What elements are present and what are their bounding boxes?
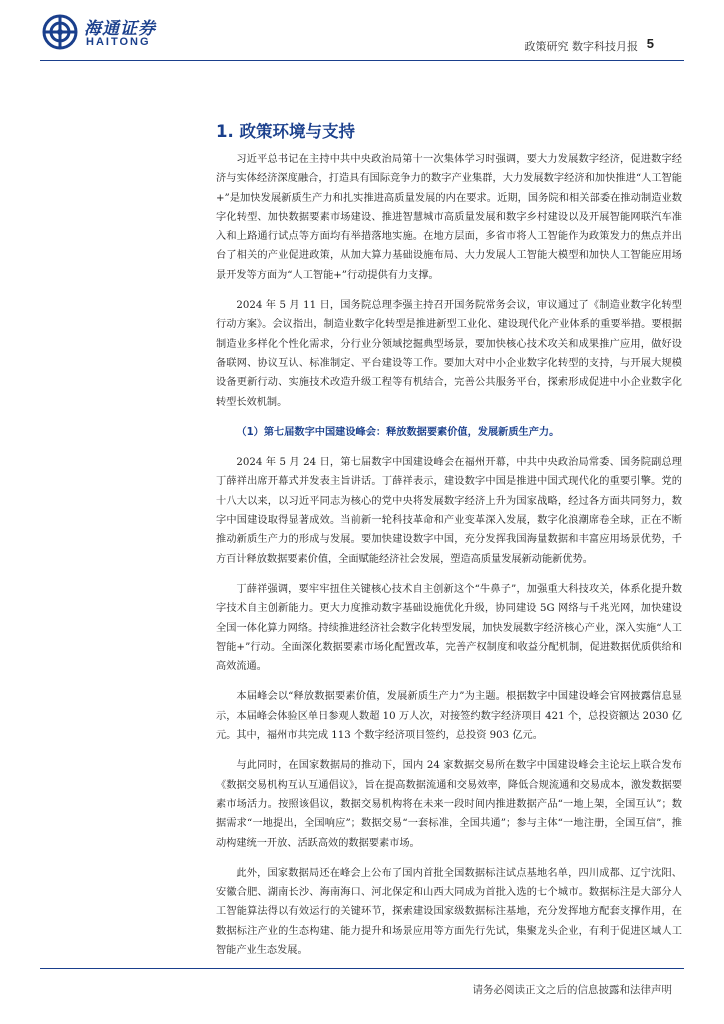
paragraph-5: 本届峰会以“释放数据要素价值，发展新质生产力”为主题。根据数字中国建设峰会官网披露信息显示，本届峰会体验区单日参观人数超 10 万人次，对接签约数字经济项目 421 个，总投资额达 2030 亿元。其中，福州市共完成 113 个数字经济项目签约，总投资 903 亿元。 bbox=[216, 691, 682, 742]
paragraph-6: 与此同时，在国家数据局的推动下，国内 24 家数据交易所在数字中国建设峰会主论坛上联合发布《数据交易机构互认互通倡议》，旨在提高数据流通和交易效率，降低合规流通和交易成本，激发数据要素市场活力。按照该倡议，数据交易机构将在未来一段时间内推进数据产品“一地上架，全国互认”；数据需求“一地提出，全国响应”；数据交易“一套标准，全国共通”；参与主体“一地注册，全国互信”，推动构建统一开放、活跃高效的数据要素市场。 bbox=[216, 760, 682, 849]
paragraph-7: 此外，国家数据局还在峰会上公布了国内首批全国数据标注试点基地名单，四川成都、辽宁沈阳、安徽合肥、湖南长沙、海南海口、河北保定和山西大同成为首批入选的七个城市。数据标注是大部分人工智能算法得以有效运行的关键环节，探索建设国家级数据标注基地，充分发挥地方配套支撑作用，在数据标注产业的生态构建、能力提升和场景应用等方面先行先试，集聚龙头企业，有利于促进区域人工智能产业生态发展。 bbox=[216, 867, 682, 956]
footer-divider bbox=[40, 968, 684, 969]
page-number: 5 bbox=[646, 36, 654, 51]
logo-chinese-name: 海通证券 bbox=[84, 19, 156, 39]
paragraph-2: 2024 年 5 月 11 日，国务院总理李强主持召开国务院常务会议，审议通过了《制造业数字化转型行动方案》。会议指出，制造业数字化转型是推进新型工业化、建设现代化产业体系的重要举措。要根据制造业多样化个性化需求，分行业分领域挖掘典型场景，要加快核心技术攻关和成果推广应用，做好设备联网、协议互认、标准制定、平台建设等工作。要加大对中小企业数字化转型的支持，与开展大规模设备更新行动、实施技术改造升级工程等有机结合，完善公共服务平台，探索形成促进中小企业数字化转型长效机制。 bbox=[216, 300, 682, 408]
haitong-logo-icon bbox=[42, 14, 78, 50]
subheading: （1）第七届数字中国建设峰会：释放数据要素价值，发展新质生产力。 bbox=[236, 426, 560, 438]
header-divider bbox=[40, 60, 684, 61]
page-header bbox=[0, 0, 724, 70]
haitong-logo bbox=[42, 14, 202, 54]
paragraph-3: 2024 年 5 月 24 日，第七届数字中国建设峰会在福州开幕，中共中央政治局常委、国务院副总理丁薛祥出席开幕式并发表主旨讲话。丁薛祥表示，建设数字中国是推进中国式现代化的重要引擎。党的十八大以来，以习近平同志为核心的党中央将发展数字经济上升为国家战略，经过各方面共同努力，数字中国建设取得显著成效。当前新一轮科技革命和产业变革深入发展，数字化浪潮席卷全球，正在不断推动新质生产力的形成与发展。要加快建设数字中国，充分发挥我国海量数据和丰富应用场景优势，千方百计释放数据要素价值，全面赋能经济社会发展，塑造高质量发展新动能新优势。 bbox=[216, 457, 682, 565]
paragraph-1: 习近平总书记在主持中共中央政治局第十一次集体学习时强调，要大力发展数字经济，促进数字经济与实体经济深度融合，打造具有国际竞争力的数字产业集群，大力发展数字经济和加快推进“人工智能+”是加快发展新质生产力和扎实推进高质量发展的内在要求。近期，国务院和相关部委在推动制造业数字化转型、加快数据要素市场建设、推进智慧城市高质量发展和数字乡村建设以及开展智能网联汽车准入和上路通行试点等方面均有举措落地实施。在地方层面，多省市将人工智能作为政策发力的焦点并出台了相关的产业促进政策，从加大算力基础设施布局、大力发展人工智能大模型和加快人工智能应用场景开发等方面为“人工智能+”行动提供有力支撑。 bbox=[216, 154, 682, 281]
logo-english-name: HAITONG bbox=[86, 36, 151, 48]
footer-disclaimer: 请务必阅读正文之后的信息披露和法律声明 bbox=[472, 984, 672, 996]
header-category: 政策研究 数字科技月报 bbox=[524, 40, 638, 53]
section-title: 1. 政策环境与支持 bbox=[216, 122, 355, 141]
body-content bbox=[216, 150, 682, 971]
paragraph-4: 丁薛祥强调，要牢牢扭住关键核心技术自主创新这个“牛鼻子”，加强重大科技攻关，体系化提升数字技术自主创新能力。更大力度推动数字基础设施优化升级，协同建设 5G 网络与千兆光网，加快建设全国一体化算力网络。持续推进经济社会数字化转型发展，加快发展数字经济核心产业，深入实施“人工智能+”行动。全面深化数据要素市场化配置改革，完善产权制度和收益分配机制，促进数据优质供给和高效流通。 bbox=[216, 583, 682, 673]
